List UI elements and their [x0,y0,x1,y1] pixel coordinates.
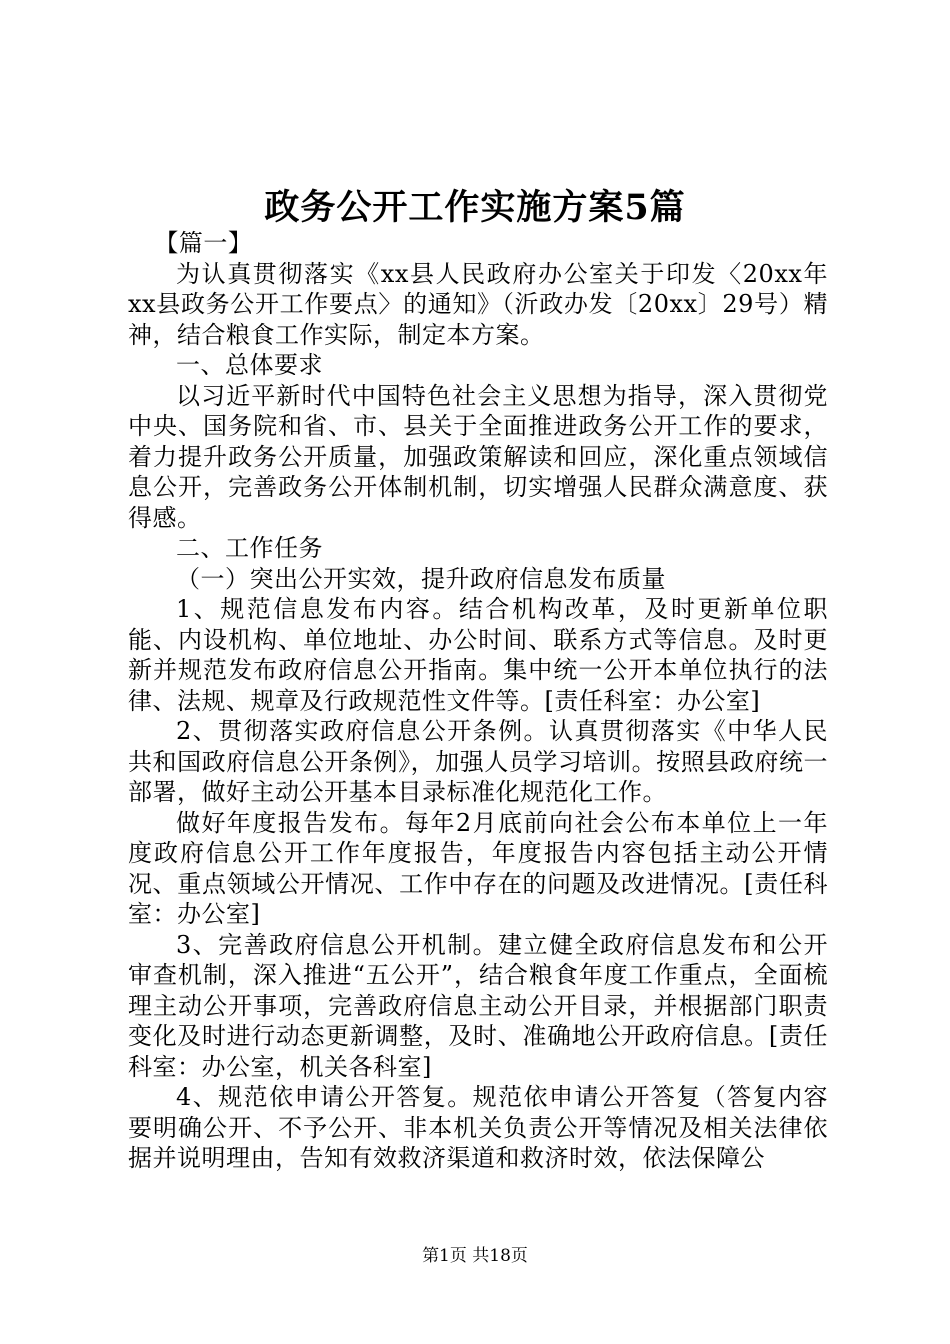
page-footer: 第1页 共18页 [422,1246,528,1266]
paragraph-annual-report: 做好年度报告发布。每年2月底前向社会公布本单位上一年度政府信息公开工作年度报告，年度报告内容包括主动公开情况、重点领域公开情况、工作中存在的问题及改进情况。[责任科室：办公室] [128,808,828,928]
heading-general-requirements: 一、总体要求 [176,351,323,379]
subheading-task-one: （一）突出公开实效，提升政府信息发布质量 [176,564,666,593]
document-title: 政务公开工作实施方案5篇 [264,187,686,228]
section-label: 【篇一】 [154,229,253,257]
paragraph-intro: 为认真贯彻落实《xx县人民政府办公室关于印发〈20xx年xx县政务公开工作要点〉的通知》（沂政办发〔20xx〕29号）精神，结合粮食工作实际，制定本方案。 [128,259,828,349]
heading-work-tasks: 二、工作任务 [176,534,323,562]
paragraph-general-requirements: 以习近平新时代中国特色社会主义思想为指导，深入贯彻党中央、国务院和省、市、县关于全面推进政务公开工作的要求，着力提升政务公开质量，加强政策解读和回应，深化重点领域信息公开，完善政务公开体制机制，切实增强人民群众满意度、获得感。 [128,381,828,532]
document-body [128,228,828,1174]
paragraph-item-2: 2、贯彻落实政府信息公开条例。认真贯彻落实《中华人民共和国政府信息公开条例》，加强人员学习培训。按照县政府统一部署，做好主动公开基本目录标准化规范化工作。 [128,717,828,806]
paragraph-item-1: 1、规范信息发布内容。结合机构改革，及时更新单位职能、内设机构、单位地址、办公时间、联系方式等信息。及时更新并规范发布政府信息公开指南。集中统一公开本单位执行的法律、法规、规章及行政规范性文件等。[责任科室：办公室] [128,595,828,715]
paragraph-item-4: 4、规范依申请公开答复。规范依申请公开答复（答复内容要明确公开、不予公开、非本机关负责公开等情况及相关法律依据并说明理由，告知有效救济渠道和救济时效，依法保障公 [128,1083,828,1172]
paragraph-item-3: 3、完善政府信息公开机制。建立健全政府信息发布和公开审查机制，深入推进“五公开”，结合粮食年度工作重点，全面梳理主动公开事项，完善政府信息主动公开目录，并根据部门职责变化及时进行动态更新调整，及时、准确地公开政府信息。[责任科室：办公室，机关各科室] [128,930,828,1081]
